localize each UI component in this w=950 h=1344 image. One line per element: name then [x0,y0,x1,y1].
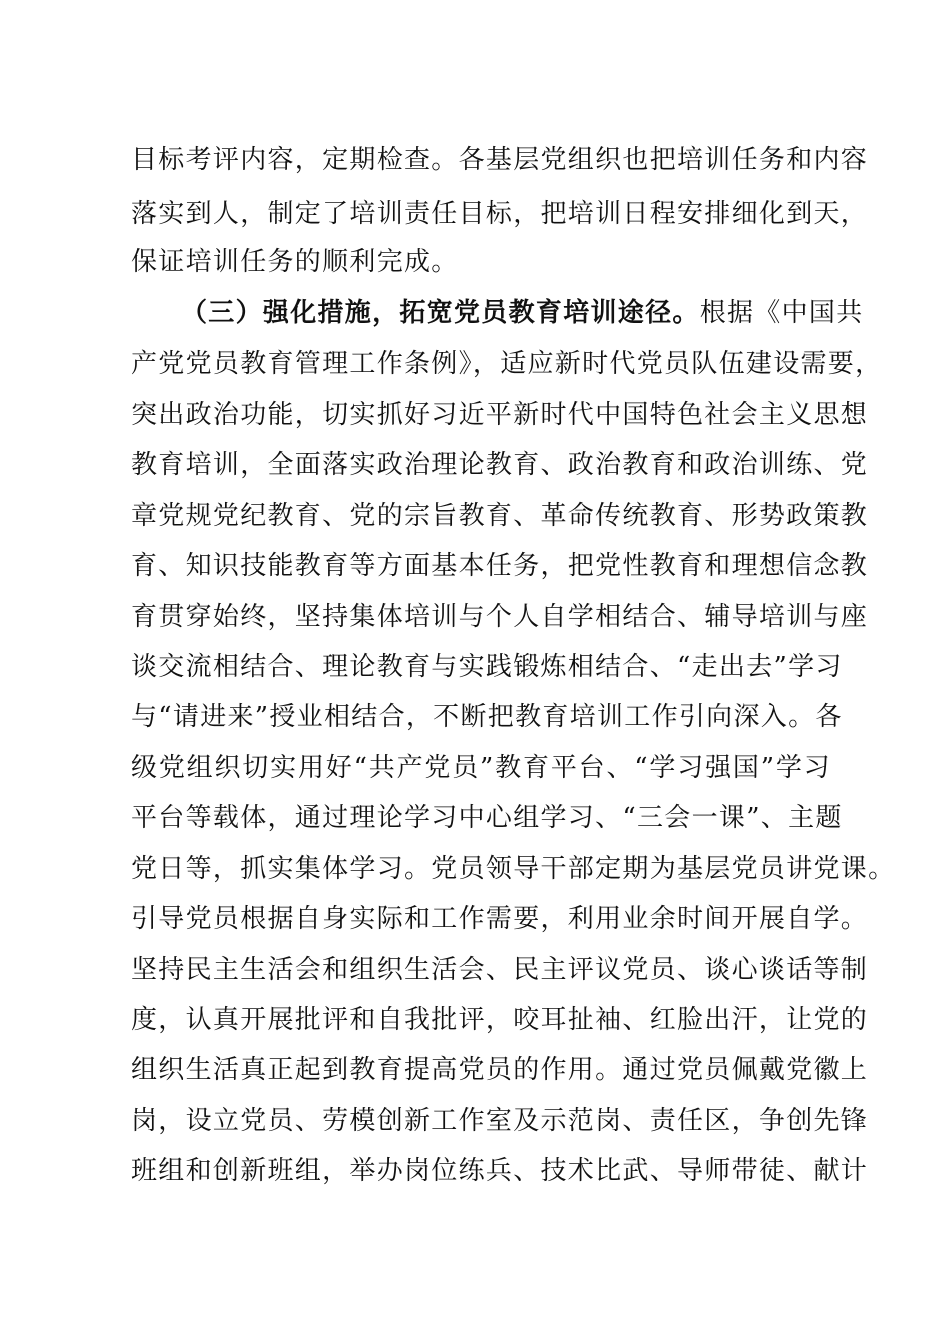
text-line: 党日等，抓实集体学习。党员领导干部定期为基层党员讲党课。 [131,854,896,884]
text-line: 谈交流相结合、理论教育与实践锻炼相结合、“走出去”学习 [131,652,843,682]
section-heading: （三）强化措施，拓宽党员教育培训途径。 [181,298,700,328]
text-line: 班组和创新班组，举办岗位练兵、技术比武、导师带徒、献计 [131,1156,869,1186]
text-line: 级党组织切实用好“共产党员”教育平台、“学习强国”学习 [131,753,831,783]
text-line: 突出政治功能，切实抓好习近平新时代中国特色社会主义思想 [131,400,869,430]
text-line: 平台等载体，通过理论学习中心组学习、“三会一课”、主题 [131,803,843,833]
text-line: 保证培训任务的顺利完成。 [131,247,459,277]
text-line: 落实到人，制定了培训责任目标，把培训日程安排细化到天， [131,199,869,229]
text-line: 章党规党纪教育、党的宗旨教育、革命传统教育、形势政策教 [131,501,869,531]
section-heading-line [131,293,864,333]
text-line: 与“请进来”授业相结合，不断把教育培训工作引向深入。各 [131,702,843,732]
text-line: 岗，设立党员、劳模创新工作室及示范岗、责任区，争创先锋 [131,1106,869,1136]
text-line: 组织生活真正起到教育提高党员的作用。通过党员佩戴党徽上 [131,1055,869,1085]
text-line: 引导党员根据自身实际和工作需要，利用业余时间开展自学。 [131,904,869,934]
text-fragment: 根据《中国共 [699,298,864,328]
text-line: 育贯穿始终，坚持集体培训与个人自学相结合、辅导培训与座 [131,602,869,632]
text-line: 教育培训，全面落实政治理论教育、政治教育和政治训练、党 [131,450,869,480]
text-line: 产党党员教育管理工作条例》，适应新时代党员队伍建设需要， [131,349,883,379]
text-line: 目标考评内容，定期检查。各基层党组织也把培训任务和内容 [131,145,869,175]
text-line: 育、知识技能教育等方面基本任务，把党性教育和理想信念教 [131,551,869,581]
text-line: 坚持民主生活会和组织生活会、民主评议党员、谈心谈话等制 [131,955,869,985]
text-line: 度，认真开展批评和自我批评，咬耳扯袖、红脸出汗，让党的 [131,1005,869,1035]
